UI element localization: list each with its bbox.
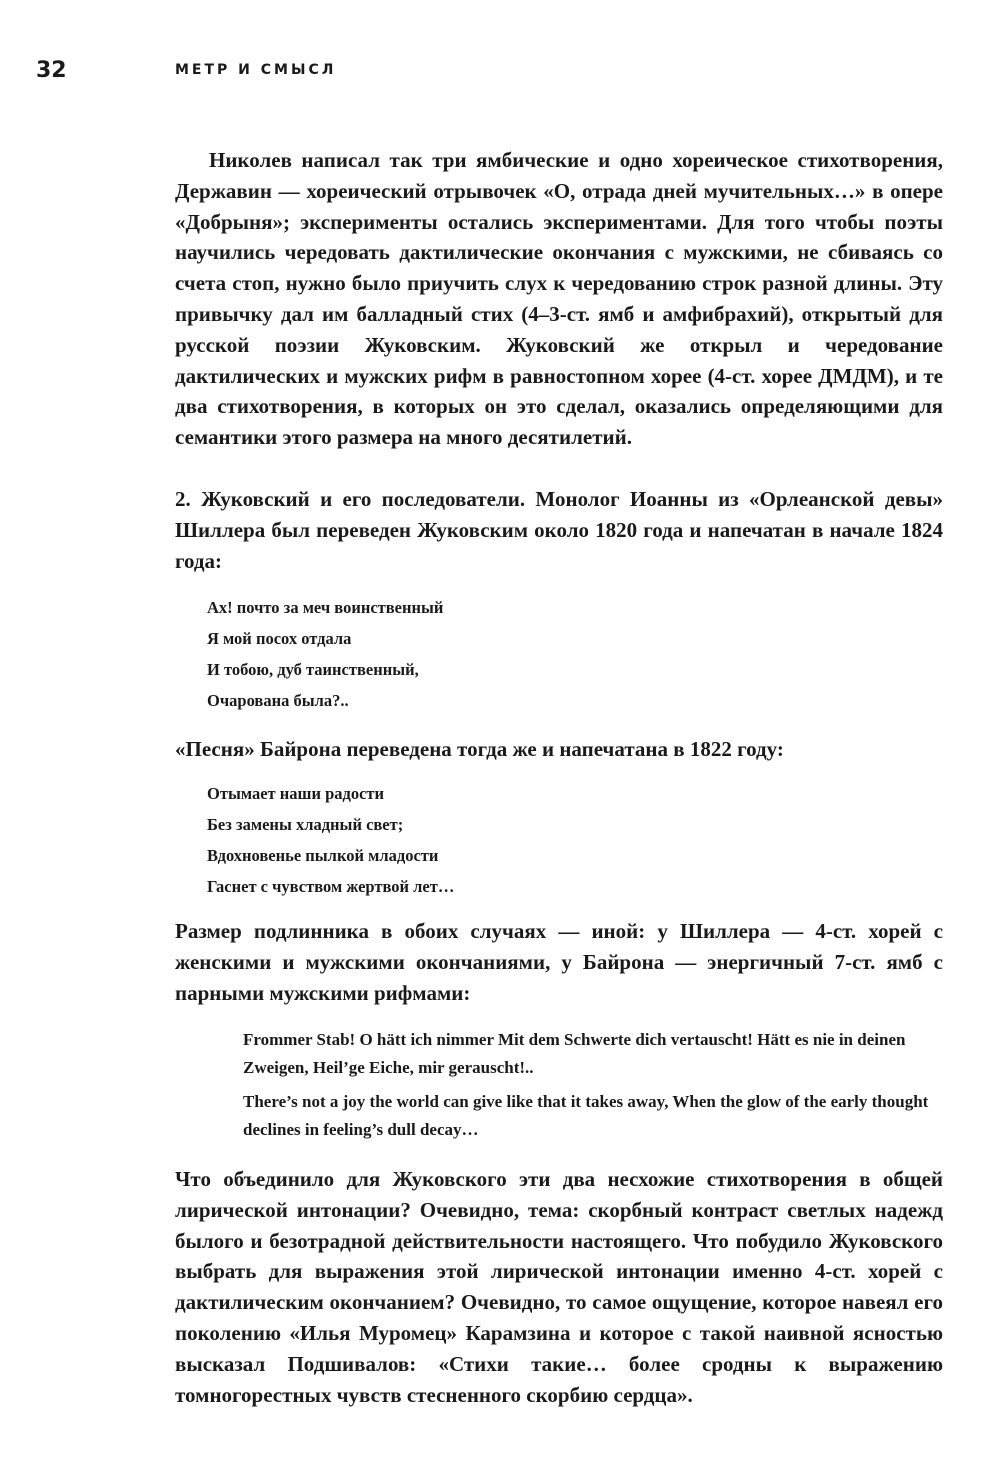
quote-byron-original: There’s not a joy the world can give like that it takes away, When the glow of the early thought declines in feeling’s dull decay… <box>243 1092 929 1139</box>
quote-schiller-original: Frommer Stab! O hätt ich nimmer Mit dem Schwerte dich vertauscht! Hätt es nie in deinen Zweigen, Heil’ge Eiche, mir gerauscht!.. <box>243 1030 906 1077</box>
paragraph-text: Размер подлинника в обоих случаях — иной: у Шиллера — 4-ст. хорей с женскими и мужскими окончаниями, у Байрона — энергичный 7-ст. ямб с парными мужскими рифмами: <box>175 919 943 1005</box>
verse-line: И тобою, дуб таинственный, <box>207 660 419 679</box>
section-text: Монолог Иоанны из «Орлеанской девы» Шиллера был переведен Жуковским около 1820 года и напечатан в начале 1824 года: <box>175 487 943 573</box>
paragraph-text: «Песня» Байрона переведена тогда же и напечатана в 1822 году: <box>175 737 784 761</box>
verse-line: Очарована была?.. <box>207 691 349 710</box>
paragraph-meter <box>175 916 943 1008</box>
verse-byron-translation <box>207 778 454 902</box>
paragraph-intro <box>175 145 943 453</box>
verse-line: Я мой посох отдала <box>207 629 352 648</box>
verse-line: Гаснет с чувством жертвой лет… <box>207 877 455 896</box>
running-title: МЕТР И СМЫСЛ <box>175 62 337 78</box>
section-2 <box>175 484 943 576</box>
verse-line: Отымает наши радости <box>207 784 385 803</box>
paragraph-byron <box>175 734 943 765</box>
paragraph-text: Что объединило для Жуковского эти два несхожие стихотворения в общей лирической интонации? Очевидно, тема: скорбный контраст светлых надежд былого и безотрадной действительности настоящего. Что побудило Жуковского выбрать для выражения этой лирической интонации именно 4-ст. хорей с дактилическим окончанием? Очевидно, то самое ощущение, которое навеял его поколению «Илья Муромец» Карамзина и которое с такой наивной ясностью высказал Подшивалов: «Стихи такие… более сродны к выражению томногорестных чувств стесненного скорбию сердца». <box>175 1167 943 1407</box>
paragraph-final <box>175 1164 943 1410</box>
verse-line: Ах! почто за меч воинственный <box>207 598 444 617</box>
paragraph-text: Николев написал так три ямбические и одно хореическое стихотворения, Державин — хореический отрывочек «О, отрада дней мучительных…» в опере «Добрыня»; эксперименты остались экспериментами. Для того чтобы поэты научились чередовать дактилические окончания с мужскими, не сбиваясь со счета стоп, нужно было приучить слух к чередованию строк разной длины. Эту привычку дал им балладный стих (4–3-ст. ямб и амфибрахий), открытый для русской поэзии Жуковским. Жуковский же открыл и чередование дактилических и мужских рифм в равностопном хорее (4-ст. хорее ДМДМ), и те два стихотворения, в которых он это сделал, оказались определяющими для семантики этого размера на много десятилетий. <box>175 148 943 450</box>
verse-line: Без замены хладный свет; <box>207 815 404 834</box>
page-number: 32 <box>36 58 67 83</box>
section-heading: 2. Жуковский и его последователи. <box>175 487 526 511</box>
verse-line: Вдохновенье пылкой младости <box>207 846 439 865</box>
verse-schiller-translation <box>207 592 443 716</box>
